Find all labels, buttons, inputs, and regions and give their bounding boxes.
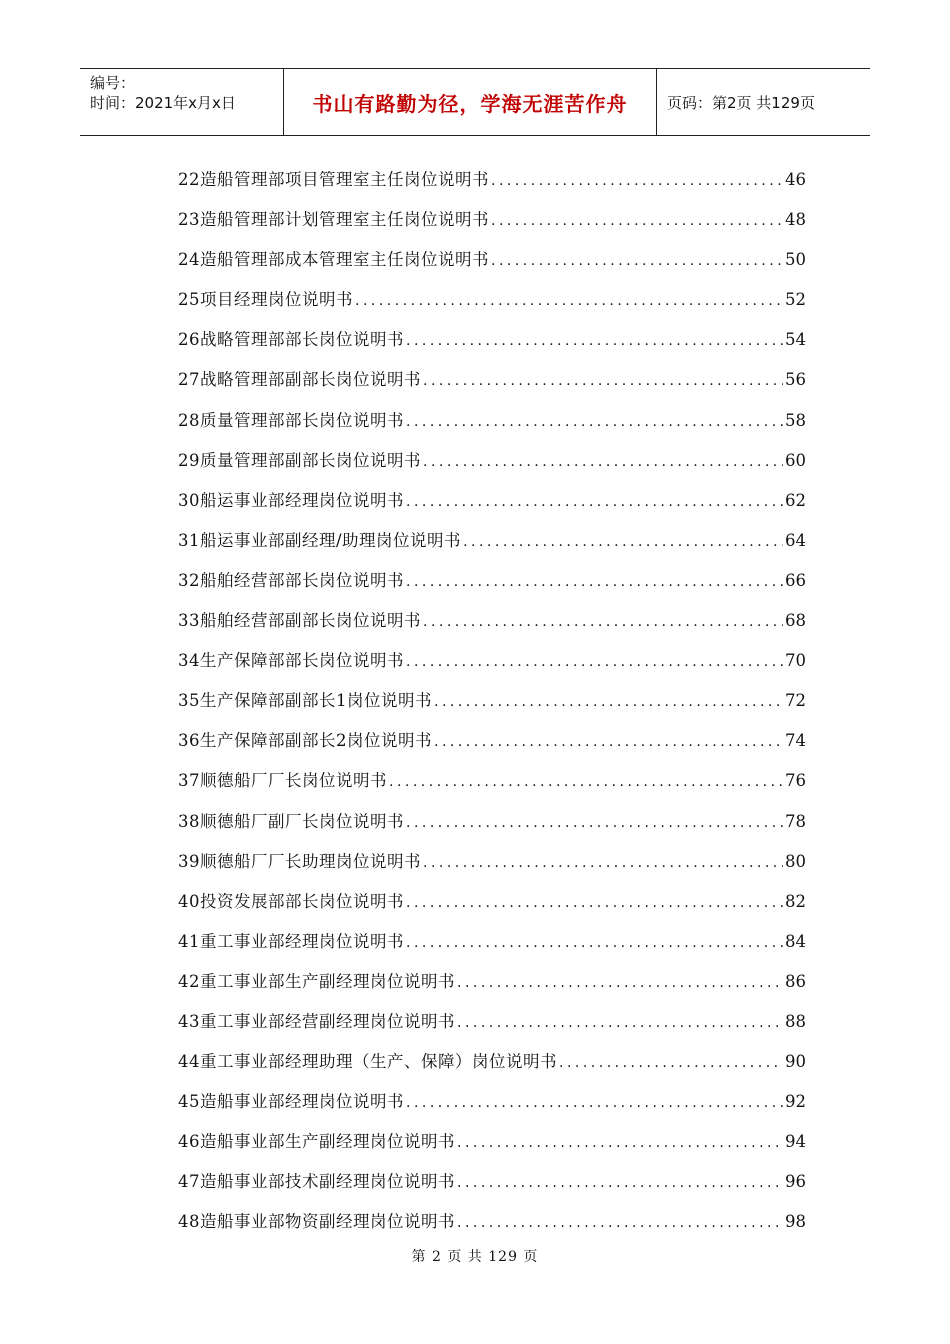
header-page-info: 页码：第2页 共129页 <box>667 93 815 112</box>
toc-dot-leader <box>491 209 783 233</box>
toc-entry-title: 31船运事业部副经理/助理岗位说明书 <box>178 530 462 550</box>
toc-dot-leader <box>406 650 783 674</box>
toc-dot-leader <box>559 1051 783 1075</box>
toc-entry[interactable] <box>178 1210 806 1250</box>
toc-entry-title: 34生产保障部部长岗位说明书 <box>178 651 404 671</box>
toc-dot-leader <box>491 249 783 273</box>
toc-dot-leader <box>423 610 783 634</box>
toc-entry-title: 33船舶经营部副部长岗位说明书 <box>178 611 421 631</box>
toc-entry-page: 72 <box>785 691 806 711</box>
toc-dot-leader <box>406 931 783 955</box>
toc-entry[interactable] <box>178 368 806 408</box>
toc-entry-title: 48造船事业部物资副经理岗位说明书 <box>178 1212 455 1232</box>
toc-entry-page: 54 <box>785 330 806 350</box>
toc-entry[interactable] <box>178 1130 806 1170</box>
toc-entry-page: 92 <box>785 1092 806 1112</box>
toc-entry-page: 74 <box>785 731 806 751</box>
toc-dot-leader <box>457 1131 783 1155</box>
toc-dot-leader <box>406 570 783 594</box>
toc-entry-title: 46造船事业部生产副经理岗位说明书 <box>178 1132 455 1152</box>
toc-entry-page: 60 <box>785 450 806 470</box>
toc-entry-title: 40投资发展部部长岗位说明书 <box>178 891 404 911</box>
toc-entry[interactable] <box>178 810 806 850</box>
toc-entry-title: 39顺德船厂厂长助理岗位说明书 <box>178 851 421 871</box>
toc-entry-title: 43重工事业部经营副经理岗位说明书 <box>178 1011 455 1031</box>
toc-entry[interactable] <box>178 1170 806 1210</box>
toc-dot-leader <box>457 1171 783 1195</box>
toc-entry-page: 62 <box>785 490 806 510</box>
toc-entry[interactable] <box>178 850 806 890</box>
toc-entry-title: 22造船管理部项目管理室主任岗位说明书 <box>178 170 489 189</box>
toc-entry-title: 23造船管理部计划管理室主任岗位说明书 <box>178 210 489 230</box>
document-date: 时间：2021年x月x日 <box>90 94 236 112</box>
toc-entry-page: 56 <box>785 370 806 390</box>
toc-entry[interactable] <box>178 328 806 368</box>
page-header <box>80 68 870 136</box>
toc-dot-leader <box>457 1211 783 1235</box>
toc-entry[interactable] <box>178 208 806 248</box>
table-of-contents <box>178 168 806 1251</box>
toc-entry-page: 52 <box>785 290 806 310</box>
toc-dot-leader <box>406 490 783 514</box>
toc-entry[interactable] <box>178 930 806 970</box>
toc-entry-title: 37顺德船厂厂长岗位说明书 <box>178 771 387 791</box>
toc-entry[interactable] <box>178 649 806 689</box>
toc-entry-title: 38顺德船厂副厂长岗位说明书 <box>178 811 404 831</box>
toc-dot-leader <box>406 410 783 434</box>
toc-entry-title: 29质量管理部副部长岗位说明书 <box>178 450 421 470</box>
toc-dot-leader <box>406 1091 783 1115</box>
toc-entry-title: 45造船事业部经理岗位说明书 <box>178 1092 404 1112</box>
toc-entry-title: 27战略管理部副部长岗位说明书 <box>178 370 421 390</box>
toc-entry[interactable] <box>178 449 806 489</box>
toc-entry[interactable] <box>178 609 806 649</box>
toc-dot-leader <box>423 450 783 474</box>
toc-dot-leader <box>491 169 783 193</box>
toc-entry[interactable] <box>178 1090 806 1130</box>
toc-entry[interactable] <box>178 529 806 569</box>
toc-entry-page: 84 <box>785 931 806 951</box>
toc-entry-title: 47造船事业部技术副经理岗位说明书 <box>178 1172 455 1192</box>
toc-entry-title: 35生产保障部副部长1岗位说明书 <box>178 691 432 711</box>
toc-entry[interactable] <box>178 1010 806 1050</box>
toc-dot-leader <box>406 891 783 915</box>
toc-entry-title: 26战略管理部部长岗位说明书 <box>178 330 404 350</box>
toc-entry-page: 86 <box>785 971 806 991</box>
toc-dot-leader <box>463 530 783 554</box>
toc-dot-leader <box>406 811 783 835</box>
toc-dot-leader <box>389 770 783 794</box>
toc-entry-title: 42重工事业部生产副经理岗位说明书 <box>178 971 455 991</box>
toc-dot-leader <box>434 730 783 754</box>
toc-dot-leader <box>423 851 783 875</box>
toc-entry-page: 48 <box>785 210 806 230</box>
header-motto: 书山有路勤为径，学海无涯苦作舟 <box>283 69 657 135</box>
toc-entry[interactable] <box>178 729 806 769</box>
toc-dot-leader <box>406 329 783 353</box>
toc-entry[interactable] <box>178 970 806 1010</box>
toc-entry[interactable] <box>178 489 806 529</box>
page-footer: 第 2 页 共 129 页 <box>411 1249 539 1265</box>
toc-entry-page: 64 <box>785 530 806 550</box>
toc-entry[interactable] <box>178 890 806 930</box>
toc-entry-title: 41重工事业部经理岗位说明书 <box>178 931 404 951</box>
toc-entry-title: 36生产保障部副部长2岗位说明书 <box>178 731 432 751</box>
toc-entry[interactable] <box>178 409 806 449</box>
toc-entry-page: 78 <box>785 811 806 831</box>
toc-dot-leader <box>457 971 783 995</box>
toc-entry[interactable] <box>178 248 806 288</box>
toc-entry-page: 90 <box>785 1052 806 1072</box>
toc-entry-page: 50 <box>785 250 806 270</box>
toc-entry-page: 66 <box>785 570 806 590</box>
toc-entry-title: 28质量管理部部长岗位说明书 <box>178 410 404 430</box>
document-number-label: 编号： <box>90 74 136 92</box>
toc-entry-page: 94 <box>785 1132 806 1152</box>
toc-entry-page: 88 <box>785 1011 806 1031</box>
toc-entry[interactable] <box>178 288 806 328</box>
toc-dot-leader <box>434 690 783 714</box>
toc-dot-leader <box>423 369 783 393</box>
toc-dot-leader <box>457 1011 783 1035</box>
toc-entry-page: 76 <box>785 771 806 791</box>
toc-entry-title: 25项目经理岗位说明书 <box>178 290 353 310</box>
toc-entry[interactable] <box>178 569 806 609</box>
toc-entry-title: 32船舶经营部部长岗位说明书 <box>178 570 404 590</box>
toc-entry-page: 68 <box>785 611 806 631</box>
toc-entry-page: 80 <box>785 851 806 871</box>
toc-entry-page: 58 <box>785 410 806 430</box>
toc-entry-page: 70 <box>785 651 806 671</box>
toc-entry[interactable] <box>178 1050 806 1090</box>
toc-dot-leader <box>355 289 783 313</box>
toc-entry-title: 30船运事业部经理岗位说明书 <box>178 490 404 510</box>
toc-entry-title: 24造船管理部成本管理室主任岗位说明书 <box>178 250 489 270</box>
toc-entry-page: 98 <box>785 1212 806 1232</box>
toc-entry-page: 46 <box>785 170 806 189</box>
toc-entry-title: 44重工事业部经理助理（生产、保障）岗位说明书 <box>178 1052 557 1072</box>
toc-entry-page: 96 <box>785 1172 806 1192</box>
header-meta <box>80 69 283 135</box>
toc-entry[interactable] <box>178 689 806 729</box>
toc-entry[interactable] <box>178 769 806 809</box>
toc-entry[interactable] <box>178 168 806 208</box>
toc-entry-page: 82 <box>785 891 806 911</box>
